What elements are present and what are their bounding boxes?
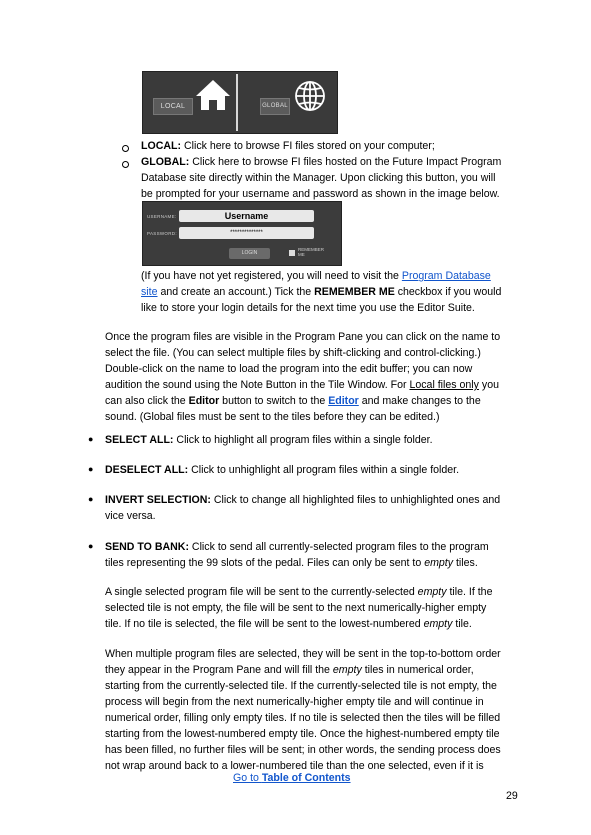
register-line1: (If you have not yet registered, you will need to visit the Program Database	[141, 270, 491, 282]
local-item: LOCAL: Click here to browse FI files stored on your computer;	[141, 140, 435, 152]
global-item-line2: Database site directly within the Manager. Upon clicking this button, you will	[141, 172, 496, 184]
global-item-line3: be prompted for your username and password as shown in the image below.	[141, 188, 500, 200]
globe-icon	[293, 79, 327, 113]
bullet-dot: ●	[88, 541, 94, 551]
single-line2: selected tile is not empty, the file will be sent to the next numerically-higher empty	[105, 602, 487, 614]
deselect-all-item: DESELECT ALL: Click to unhighlight all program files within a single folder.	[105, 464, 460, 476]
local-button: LOCAL	[153, 98, 193, 115]
multi-line1: When multiple program files are selected, they will be sent in the top-to-bottom order	[105, 648, 501, 660]
once-line4: audition the sound using the Note Button in the Tile Window. For Local files only you	[105, 379, 499, 391]
program-database-link[interactable]: Program Database	[401, 270, 491, 282]
once-line1: Once the program files are visible in the Program Pane you can click on the name to	[105, 331, 501, 343]
invert-selection-item: INVERT SELECTION: Click to change all highlighted files to unhighlighted ones and	[105, 494, 501, 506]
send-to-bank-item: SEND TO BANK: Click to send all currently-selected program files to the program	[105, 541, 489, 553]
login-form-image	[142, 201, 342, 266]
once-line2: select the file. (You can select multiple files by shift-clicking and control-clicking.)	[105, 347, 481, 359]
once-line3: Double-click on the name to load the program into the edit buffer; you can now	[105, 363, 473, 375]
bullet-dot: ●	[88, 494, 94, 504]
remember-label: REMEMBER ME	[298, 247, 325, 257]
home-icon	[194, 78, 232, 112]
divider	[236, 74, 238, 131]
send-to-bank-line2: tiles representing the 99 slots of the pedal. Files can only be sent to empty tiles.	[105, 557, 478, 569]
local-global-buttons-image	[142, 71, 338, 134]
bullet-dot: ●	[88, 434, 94, 444]
bullet-dot: ●	[88, 464, 94, 474]
invert-selection-line2: vice versa.	[105, 510, 156, 522]
username-label: USERNAME:	[147, 214, 177, 219]
circle-bullet	[122, 161, 129, 168]
single-line3: tile. If no tile is selected, the file will be sent to the lowest-numbered empty tile.	[105, 618, 472, 630]
password-label: PASSWORD:	[147, 231, 177, 236]
multi-line8: not wrap around back to a lower-numbered tile than the one selected, even if it is	[105, 760, 484, 772]
site-link[interactable]: site	[141, 286, 158, 298]
multi-line7: has been filled, no further files will be sent; in other words, the sending process does	[105, 744, 501, 756]
register-line2: site and create an account.) Tick the REMEMBER ME checkbox if you would	[141, 286, 502, 298]
username-field: Username	[179, 210, 314, 222]
login-button: LOGIN	[229, 248, 270, 259]
global-button: GLOBAL	[260, 98, 290, 115]
multi-line2: they appear in the Program Pane and will fill the empty tiles in numerical order,	[105, 664, 474, 676]
multi-line5: numerical order, filling only empty tiles. If no tile is selected then the tiles will be filled	[105, 712, 501, 724]
once-line6: sound. (Global files must be sent to the tiles before they can be edited.)	[105, 411, 440, 423]
circle-bullet	[122, 145, 129, 152]
password-field: **************	[179, 227, 314, 239]
multi-line6: starting from the lowest-numbered empty tile. Once the highest-numbered empty tile	[105, 728, 500, 740]
multi-line3: starting from the currently-selected tile. If the currently-selected tile is not empty, the	[105, 680, 497, 692]
single-line1: A single selected program file will be sent to the currently-selected empty tile. If the	[105, 586, 493, 598]
once-line5: can also click the Editor button to switch to the Editor and make changes to the	[105, 395, 481, 407]
register-line3: like to store your login details for the next time you use the Editor Suite.	[141, 302, 475, 314]
page-number: 29	[506, 790, 518, 802]
table-of-contents-link[interactable]: Go to Table of Contents	[233, 772, 351, 784]
editor-link[interactable]: Editor	[328, 395, 359, 407]
multi-line4: process will begin from the next numerically-higher empty tile and will continue in	[105, 696, 484, 708]
global-item: GLOBAL: Click here to browse FI files hosted on the Future Impact Program	[141, 156, 502, 168]
remember-checkbox	[289, 250, 295, 256]
select-all-item: SELECT ALL: Click to highlight all program files within a single folder.	[105, 434, 433, 446]
